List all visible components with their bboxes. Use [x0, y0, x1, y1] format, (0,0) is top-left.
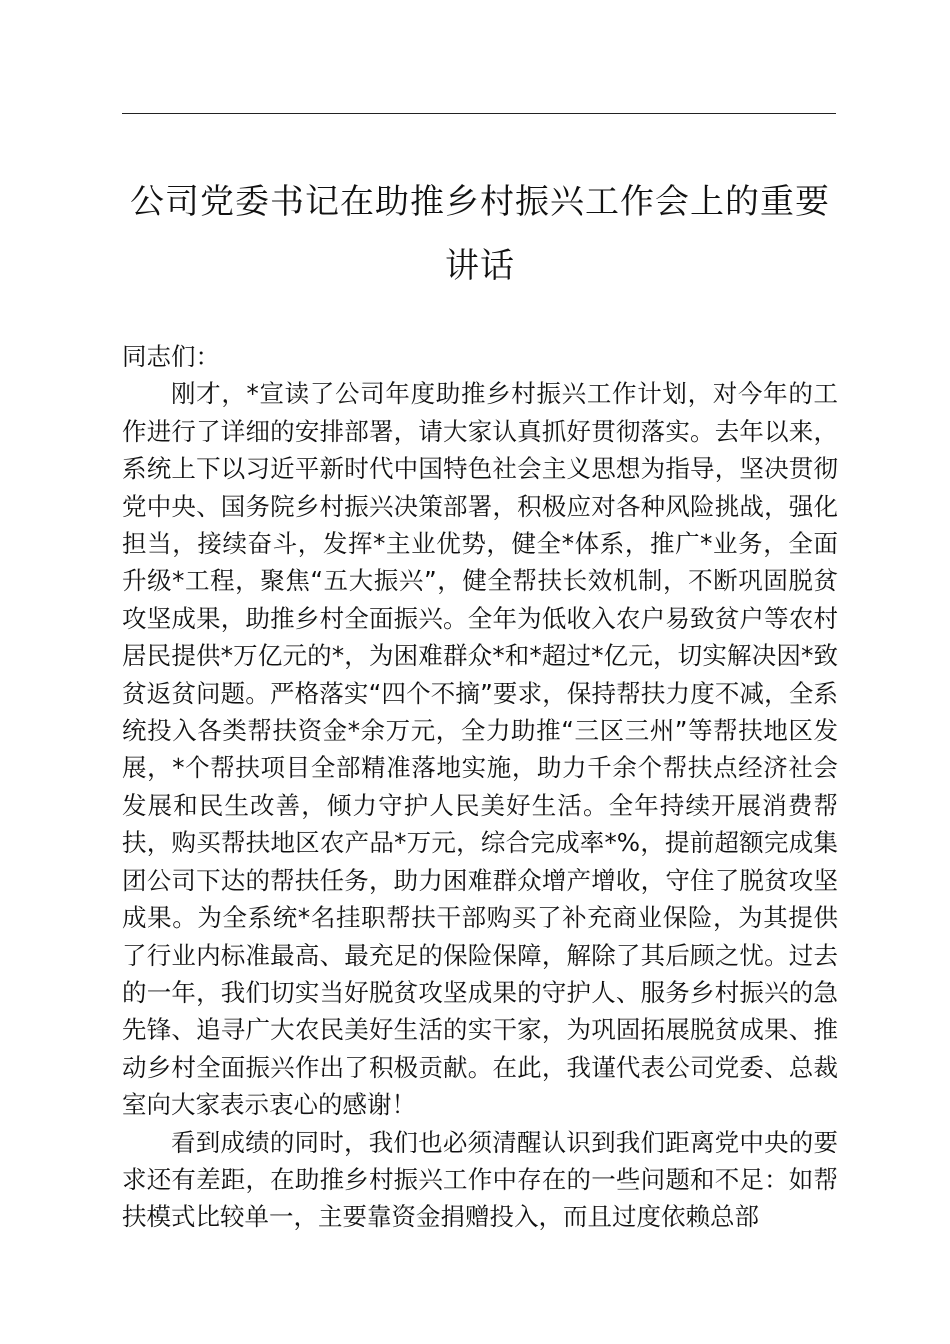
document-body [122, 338, 838, 1236]
paragraph-1: 刚才，*宣读了公司年度助推乡村振兴工作计划，对今年的工作进行了详细的安排部署，请大家认真抓好贯彻落实。去年以来，系统上下以习近平新时代中国特色社会主义思想为指导，坚决贯彻党中央、国务院乡村振兴决策部署，积极应对各种风险挑战，强化担当，接续奋斗，发挥*主业优势，健全*体系，推广*业务，全面升级*工程，聚焦“五大振兴”，健全帮扶长效机制，不断巩固脱贫攻坚成果，助推乡村全面振兴。全年为低收入农户易致贫户等农村居民提供*万亿元的*，为困难群众*和*超过*亿元，切实解决因*致贫返贫问题。严格落实“四个不摘”要求，保持帮扶力度不减，全系统投入各类帮扶资金*余万元，全力助推“三区三州”等帮扶地区发展，*个帮扶项目全部精准落地实施，助力千余个帮扶点经济社会发展和民生改善，倾力守护人民美好生活。全年持续开展消费帮扶，购买帮扶地区农产品*万元，综合完成率*%，提前超额完成集团公司下达的帮扶任务，助力困难群众增产增收，守住了脱贫攻坚成果。为全系统*名挂职帮扶干部购买了补充商业保险，为其提供了行业内标准最高、最充足的保险保障，解除了其后顾之忧。过去的一年，我们切实当好脱贫攻坚成果的守护人、服务乡村振兴的急先锋、追寻广大农民美好生活的实干家，为巩固拓展脱贫成果、推动乡村全面振兴作出了积极贡献。在此，我谨代表公司党委、总裁室向大家表示衷心的感谢！ [122, 379, 838, 1120]
title-line-1: 公司党委书记在助推乡村振兴工作会上的重要 [130, 182, 830, 222]
document-title [110, 170, 850, 298]
title-line-2: 讲话 [445, 246, 515, 286]
header-rule [122, 113, 836, 114]
paragraph-2: 看到成绩的同时，我们也必须清醒认识到我们距离党中央的要求还有差距，在助推乡村振兴工作中存在的一些问题和不足：如帮扶模式比较单一，主要靠资金捐赠投入，而且过度依赖总部 [122, 1127, 838, 1232]
salutation: 同志们： [122, 342, 220, 371]
